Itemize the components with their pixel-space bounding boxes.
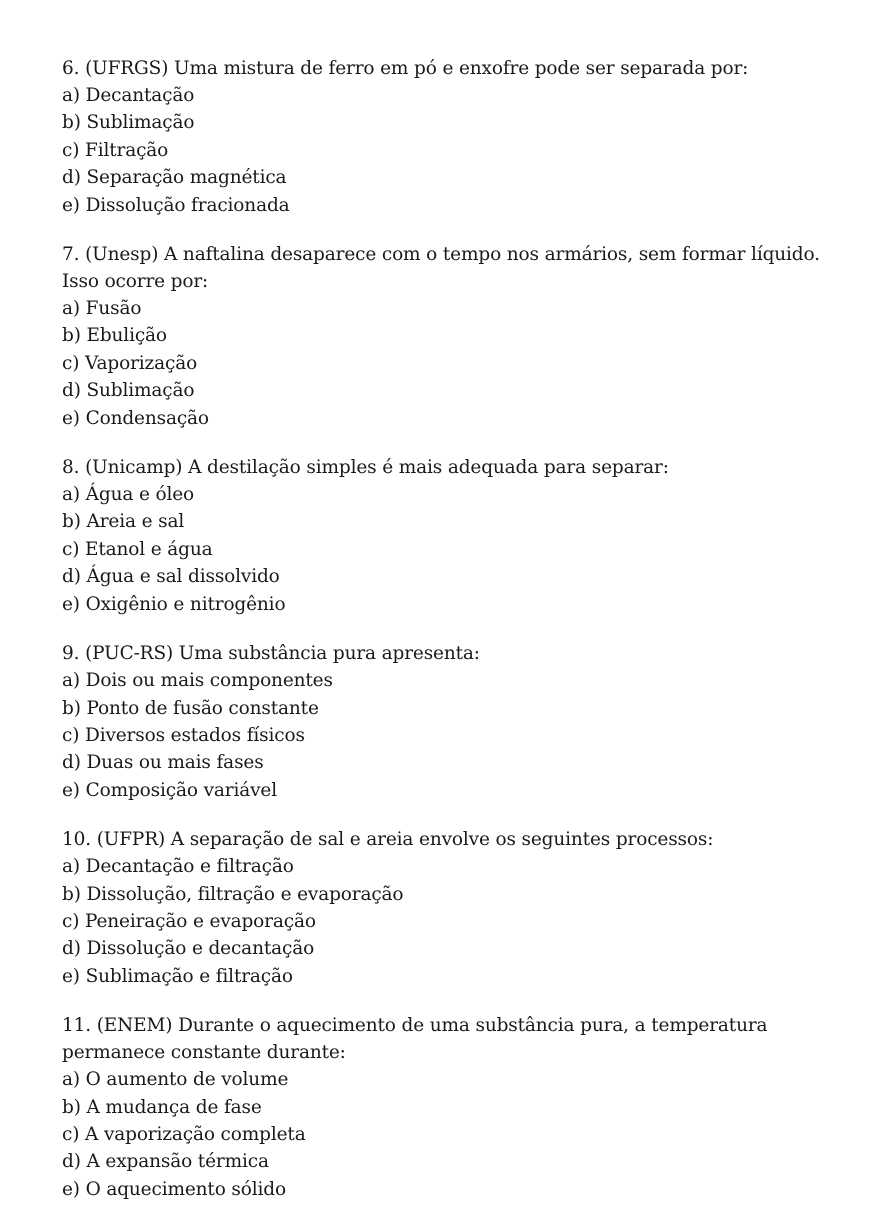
option-b: b) A mudança de fase <box>62 1096 262 1118</box>
answer-options <box>62 481 842 618</box>
option-a: a) Água e óleo <box>62 484 195 506</box>
question-text: 6. (UFRGS) Uma mistura de ferro em pó e enxofre pode ser separada por: <box>62 58 749 79</box>
answer-options <box>62 667 842 804</box>
option-d: d) Água e sal dissolvido <box>62 566 280 588</box>
question-11 <box>62 1012 842 1203</box>
option-a: a) Fusão <box>62 298 142 320</box>
answer-options <box>62 295 842 432</box>
question-8 <box>62 454 842 618</box>
option-b: b) Dissolução, filtração e evaporação <box>62 883 404 905</box>
answer-options <box>62 853 842 990</box>
question-text: 11. (ENEM) Durante o aquecimento de uma substância pura, a temperatura permanece constante durante: <box>62 1015 768 1064</box>
option-c: c) Filtração <box>62 139 169 161</box>
option-e: e) O aquecimento sólido <box>62 1178 286 1200</box>
option-b: b) Ponto de fusão constante <box>62 697 319 719</box>
option-e: e) Composição variável <box>62 779 277 801</box>
option-d: d) Duas ou mais fases <box>62 752 264 774</box>
option-d: d) A expansão térmica <box>62 1151 269 1173</box>
question-6 <box>62 55 842 219</box>
option-a: a) Dois ou mais componentes <box>62 670 333 692</box>
question-9 <box>62 640 842 804</box>
option-a: a) Decantação e filtração <box>62 856 294 878</box>
option-e: e) Condensação <box>62 407 209 429</box>
question-sheet <box>62 55 842 1225</box>
option-b: b) Sublimação <box>62 112 195 134</box>
option-c: c) Peneiração e evaporação <box>62 910 316 932</box>
option-a: a) Decantação <box>62 85 195 106</box>
option-e: e) Oxigênio e nitrogênio <box>62 593 286 615</box>
question-10 <box>62 826 842 990</box>
option-e: e) Sublimação e filtração <box>62 965 293 987</box>
question-text: 7. (Unesp) A naftalina desaparece com o tempo nos armários, sem formar líquido. Isso ocorre por: <box>62 244 820 293</box>
answer-options <box>62 1066 842 1203</box>
option-a: a) O aumento de volume <box>62 1069 289 1091</box>
option-b: b) Ebulição <box>62 325 167 347</box>
option-d: d) Dissolução e decantação <box>62 938 315 960</box>
answer-options <box>62 82 842 219</box>
option-d: d) Sublimação <box>62 380 195 402</box>
option-c: c) A vaporização completa <box>62 1123 306 1145</box>
option-c: c) Vaporização <box>62 352 198 374</box>
question-text: 10. (UFPR) A separação de sal e areia envolve os seguintes processos: <box>62 829 714 851</box>
question-text: 9. (PUC-RS) Uma substância pura apresenta: <box>62 643 480 665</box>
question-text: 8. (Unicamp) A destilação simples é mais adequada para separar: <box>62 457 669 479</box>
option-c: c) Diversos estados físicos <box>62 724 305 746</box>
question-7 <box>62 241 842 432</box>
option-b: b) Areia e sal <box>62 511 185 533</box>
option-c: c) Etanol e água <box>62 538 213 560</box>
option-d: d) Separação magnética <box>62 167 287 189</box>
option-e: e) Dissolução fracionada <box>62 194 290 216</box>
